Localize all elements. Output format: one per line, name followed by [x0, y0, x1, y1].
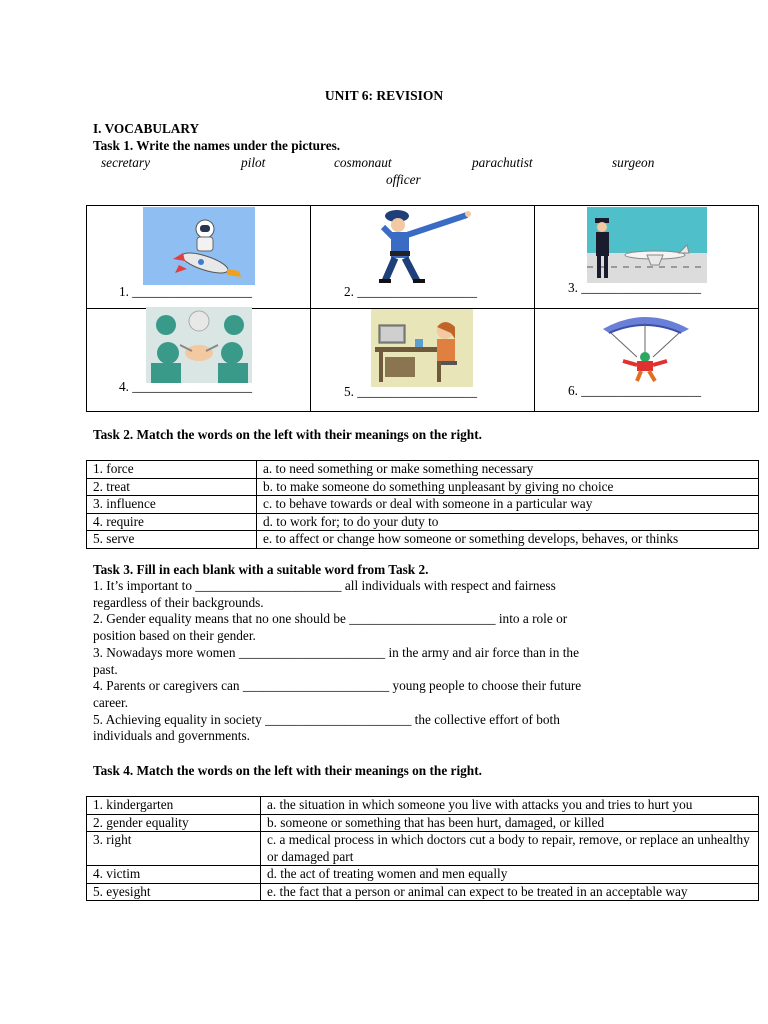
task3-line: 4. Parents or caregivers can ______________________ young people to choose their future — [93, 678, 582, 694]
word-officer: officer — [386, 172, 421, 187]
task2-left: 2. treat — [87, 478, 257, 496]
picture-cell-5 — [311, 309, 535, 412]
word-secretary: secretary — [101, 155, 150, 170]
astronaut-rocket-image — [143, 207, 255, 285]
task4-left: 3. right — [87, 832, 261, 866]
table-row — [87, 866, 759, 884]
task4-right: e. the fact that a person or animal can expect to be treated in an acceptable way — [261, 883, 759, 901]
task4-left: 1. kindergarten — [87, 797, 261, 815]
task3-line: 1. It’s important to ______________________ all individuals with respect and fairness — [93, 578, 556, 593]
task2-title: Task 2. Match the words on the left with their meanings on the right. — [93, 427, 482, 442]
surgeons-image — [146, 307, 252, 383]
task3-line: 5. Achieving equality in society ______________________ the collective effort of both — [93, 711, 560, 727]
label-4: 4. __________________ — [119, 379, 252, 394]
task2-right: e. to affect or change how someone or something develops, behaves, or thinks — [257, 531, 759, 549]
secretary-image — [371, 309, 473, 387]
table-row — [87, 478, 759, 496]
word-cosmonaut: cosmonaut — [334, 155, 392, 170]
picture-cell-1 — [87, 206, 311, 309]
task3-title: Task 3. Fill in each blank with a suitable word from Task 2. — [93, 562, 429, 577]
task2-right: c. to behave towards or deal with someone in a particular way — [257, 496, 759, 514]
picture-cell-2 — [311, 206, 535, 309]
section-heading: I. VOCABULARY — [93, 121, 200, 136]
table-row — [87, 531, 759, 549]
page-title: UNIT 6: REVISION — [324, 88, 444, 103]
label-1: 1. __________________ — [119, 284, 252, 299]
task2-left: 1. force — [87, 461, 257, 479]
task3-line: career. — [93, 694, 129, 710]
pilot-airplane-image — [587, 207, 707, 283]
label-6: 6. __________________ — [568, 383, 701, 398]
task4-left: 2. gender equality — [87, 814, 261, 832]
label-3: 3. __________________ — [568, 280, 701, 295]
task1-title: Task 1. Write the names under the pictures. — [93, 138, 341, 153]
task4-table — [86, 796, 759, 901]
task4-left: 4. victim — [87, 866, 261, 884]
task2-right: b. to make someone do something unpleasant by giving no choice — [257, 478, 759, 496]
task4-left: 5. eyesight — [87, 883, 261, 901]
task2-left: 4. require — [87, 513, 257, 531]
task3-line: individuals and governments. — [93, 728, 250, 744]
label-2: 2. __________________ — [344, 284, 477, 299]
task4-right: c. a medical process in which doctors cut a body to repair, remove, or replace an unhealthy or damaged part — [261, 832, 759, 866]
task3-line: 3. Nowadays more women ______________________ in the army and air force than in the — [93, 644, 579, 660]
task4-title: Task 4. Match the words on the left with their meanings on the right. — [93, 763, 482, 778]
table-row — [87, 814, 759, 832]
police-officer-image — [371, 207, 475, 285]
picture-cell-4 — [87, 309, 311, 412]
label-5: 5. __________________ — [344, 384, 477, 399]
task2-left: 5. serve — [87, 531, 257, 549]
task2-right: a. to need something or make something necessary — [257, 461, 759, 479]
picture-cell-3 — [535, 206, 759, 309]
table-row — [87, 832, 759, 866]
task4-right: b. someone or something that has been hurt, damaged, or killed — [261, 814, 759, 832]
task2-left: 3. influence — [87, 496, 257, 514]
picture-grid — [86, 205, 759, 412]
task4-right: a. the situation in which someone you live with attacks you and tries to hurt you — [261, 797, 759, 815]
task4-right: d. the act of treating women and men equally — [261, 866, 759, 884]
word-parachutist: parachutist — [472, 155, 533, 170]
table-row — [87, 797, 759, 815]
table-row — [87, 496, 759, 514]
task3-line: position based on their gender. — [93, 628, 256, 644]
parachutist-image — [597, 311, 693, 385]
word-pilot: pilot — [241, 155, 266, 170]
table-row — [87, 461, 759, 479]
table-row — [87, 513, 759, 531]
task3-line: regardless of their backgrounds. — [93, 594, 264, 610]
task3-line: 2. Gender equality means that no one should be ______________________ into a role or — [93, 611, 568, 627]
table-row — [87, 883, 759, 901]
task3-line: past. — [93, 661, 118, 677]
word-surgeon: surgeon — [612, 155, 655, 170]
task2-right: d. to work for; to do your duty to — [257, 513, 759, 531]
task3-body — [93, 578, 673, 745]
task2-table — [86, 460, 759, 549]
picture-cell-6 — [535, 309, 759, 412]
